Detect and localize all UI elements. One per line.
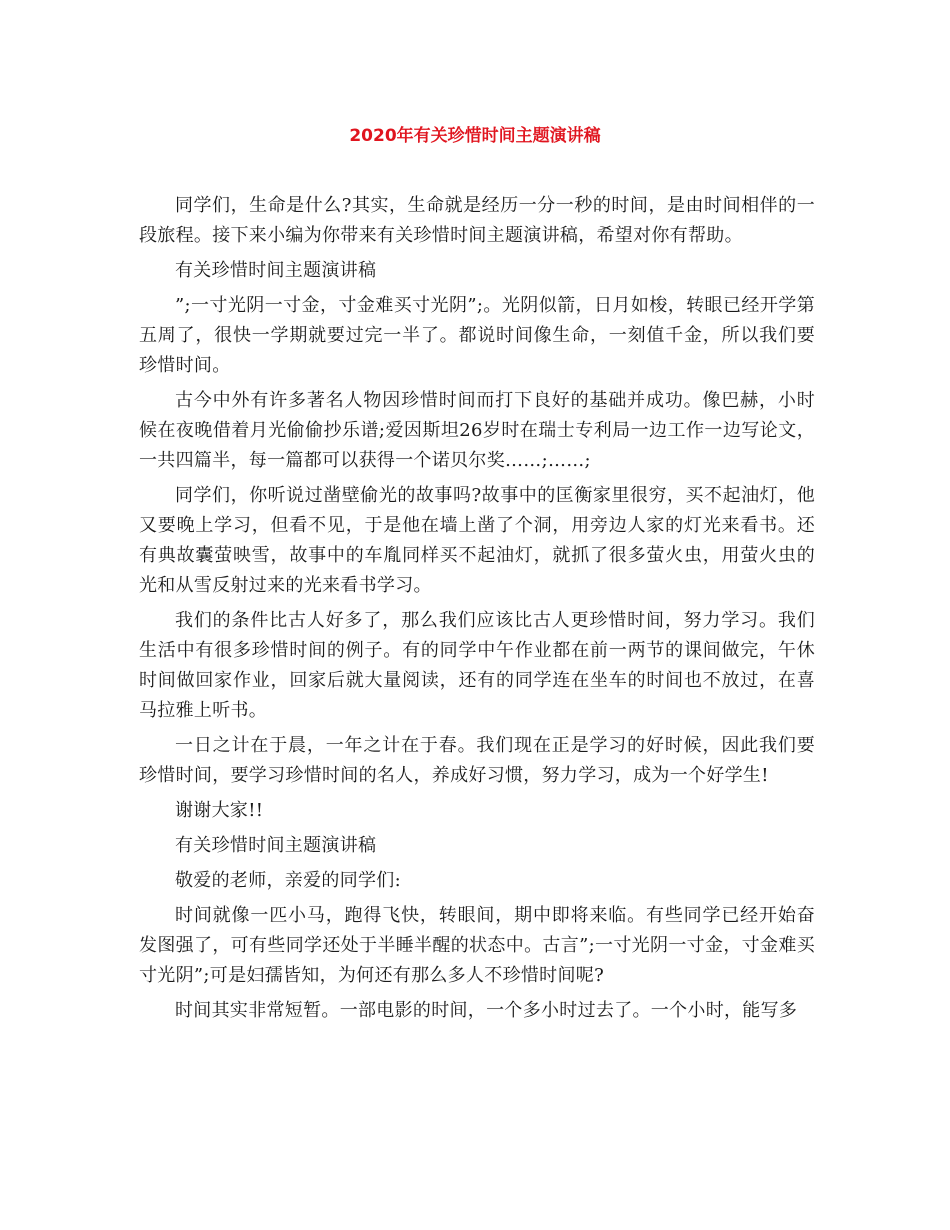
document-body [139,191,815,1031]
paragraph-heading-2: 有关珍惜时间主题演讲稿 [175,835,377,856]
paragraph-greeting: 敬爱的老师，亲爱的同学们: [175,870,401,891]
paragraph-thanks: 谢谢大家!! [175,800,264,821]
paragraph-heading-1: 有关珍惜时间主题演讲稿 [175,260,377,281]
paragraph-stories: 同学们，你听说过凿壁偷光的故事吗?故事中的匡衡家里很穷，买不起油灯，他又要晚上学习，但看不见，于是他在墙上凿了个洞，用旁边人家的灯光来看书。还有典故囊萤映雪，故事中的车胤同样买不起油灯，就抓了很多萤火虫，用萤火虫的光和从雪反射过来的光来看书学习。 [139,485,815,596]
paragraph-time-horse: 时间就像一匹小马，跑得飞快，转眼间，期中即将来临。有些同学已经开始奋发图强了，可有些同学还处于半睡半醒的状态中。古言”;一寸光阴一寸金，寸金难买寸光阴”;可是妇孺皆知，为何还有那么多人不珍惜时间呢? [139,905,815,986]
paragraph-famous-people: 古今中外有许多著名人物因珍惜时间而打下良好的基础并成功。像巴赫，小时候在夜晚借着月光偷偷抄乐谱;爱因斯坦26岁时在瑞士专利局一边工作一边写论文，一共四篇半，每一篇都可以获得一个诺贝尔奖……;……; [139,390,815,471]
paragraph-time-short: 时间其实非常短暂。一部电影的时间，一个多小时过去了。一个小时，能写多 [175,1000,798,1021]
paragraph-examples: 我们的条件比古人好多了，那么我们应该比古人更珍惜时间，努力学习。我们生活中有很多珍惜时间的例子。有的同学中午作业都在前一两节的课间做完，午休时间做回家作业，回家后就大量阅读，还有的同学连在坐车的时间也不放过，在喜马拉雅上听书。 [139,610,815,721]
paragraph-conclusion: 一日之计在于晨，一年之计在于春。我们现在正是学习的好时候，因此我们要珍惜时间，要学习珍惜时间的名人，养成好习惯，努力学习，成为一个好学生! [139,735,815,786]
paragraph-proverb: ”;一寸光阴一寸金，寸金难买寸光阴”;。光阴似箭，日月如梭，转眼已经开学第五周了，很快一学期就要过完一半了。都说时间像生命，一刻值千金，所以我们要珍惜时间。 [139,295,815,376]
document-title: 2020年有关珍惜时间主题演讲稿 [349,126,601,146]
paragraph-intro: 同学们，生命是什么?其实，生命就是经历一分一秒的时间，是由时间相伴的一段旅程。接下来小编为你带来有关珍惜时间主题演讲稿，希望对你有帮助。 [139,195,815,246]
